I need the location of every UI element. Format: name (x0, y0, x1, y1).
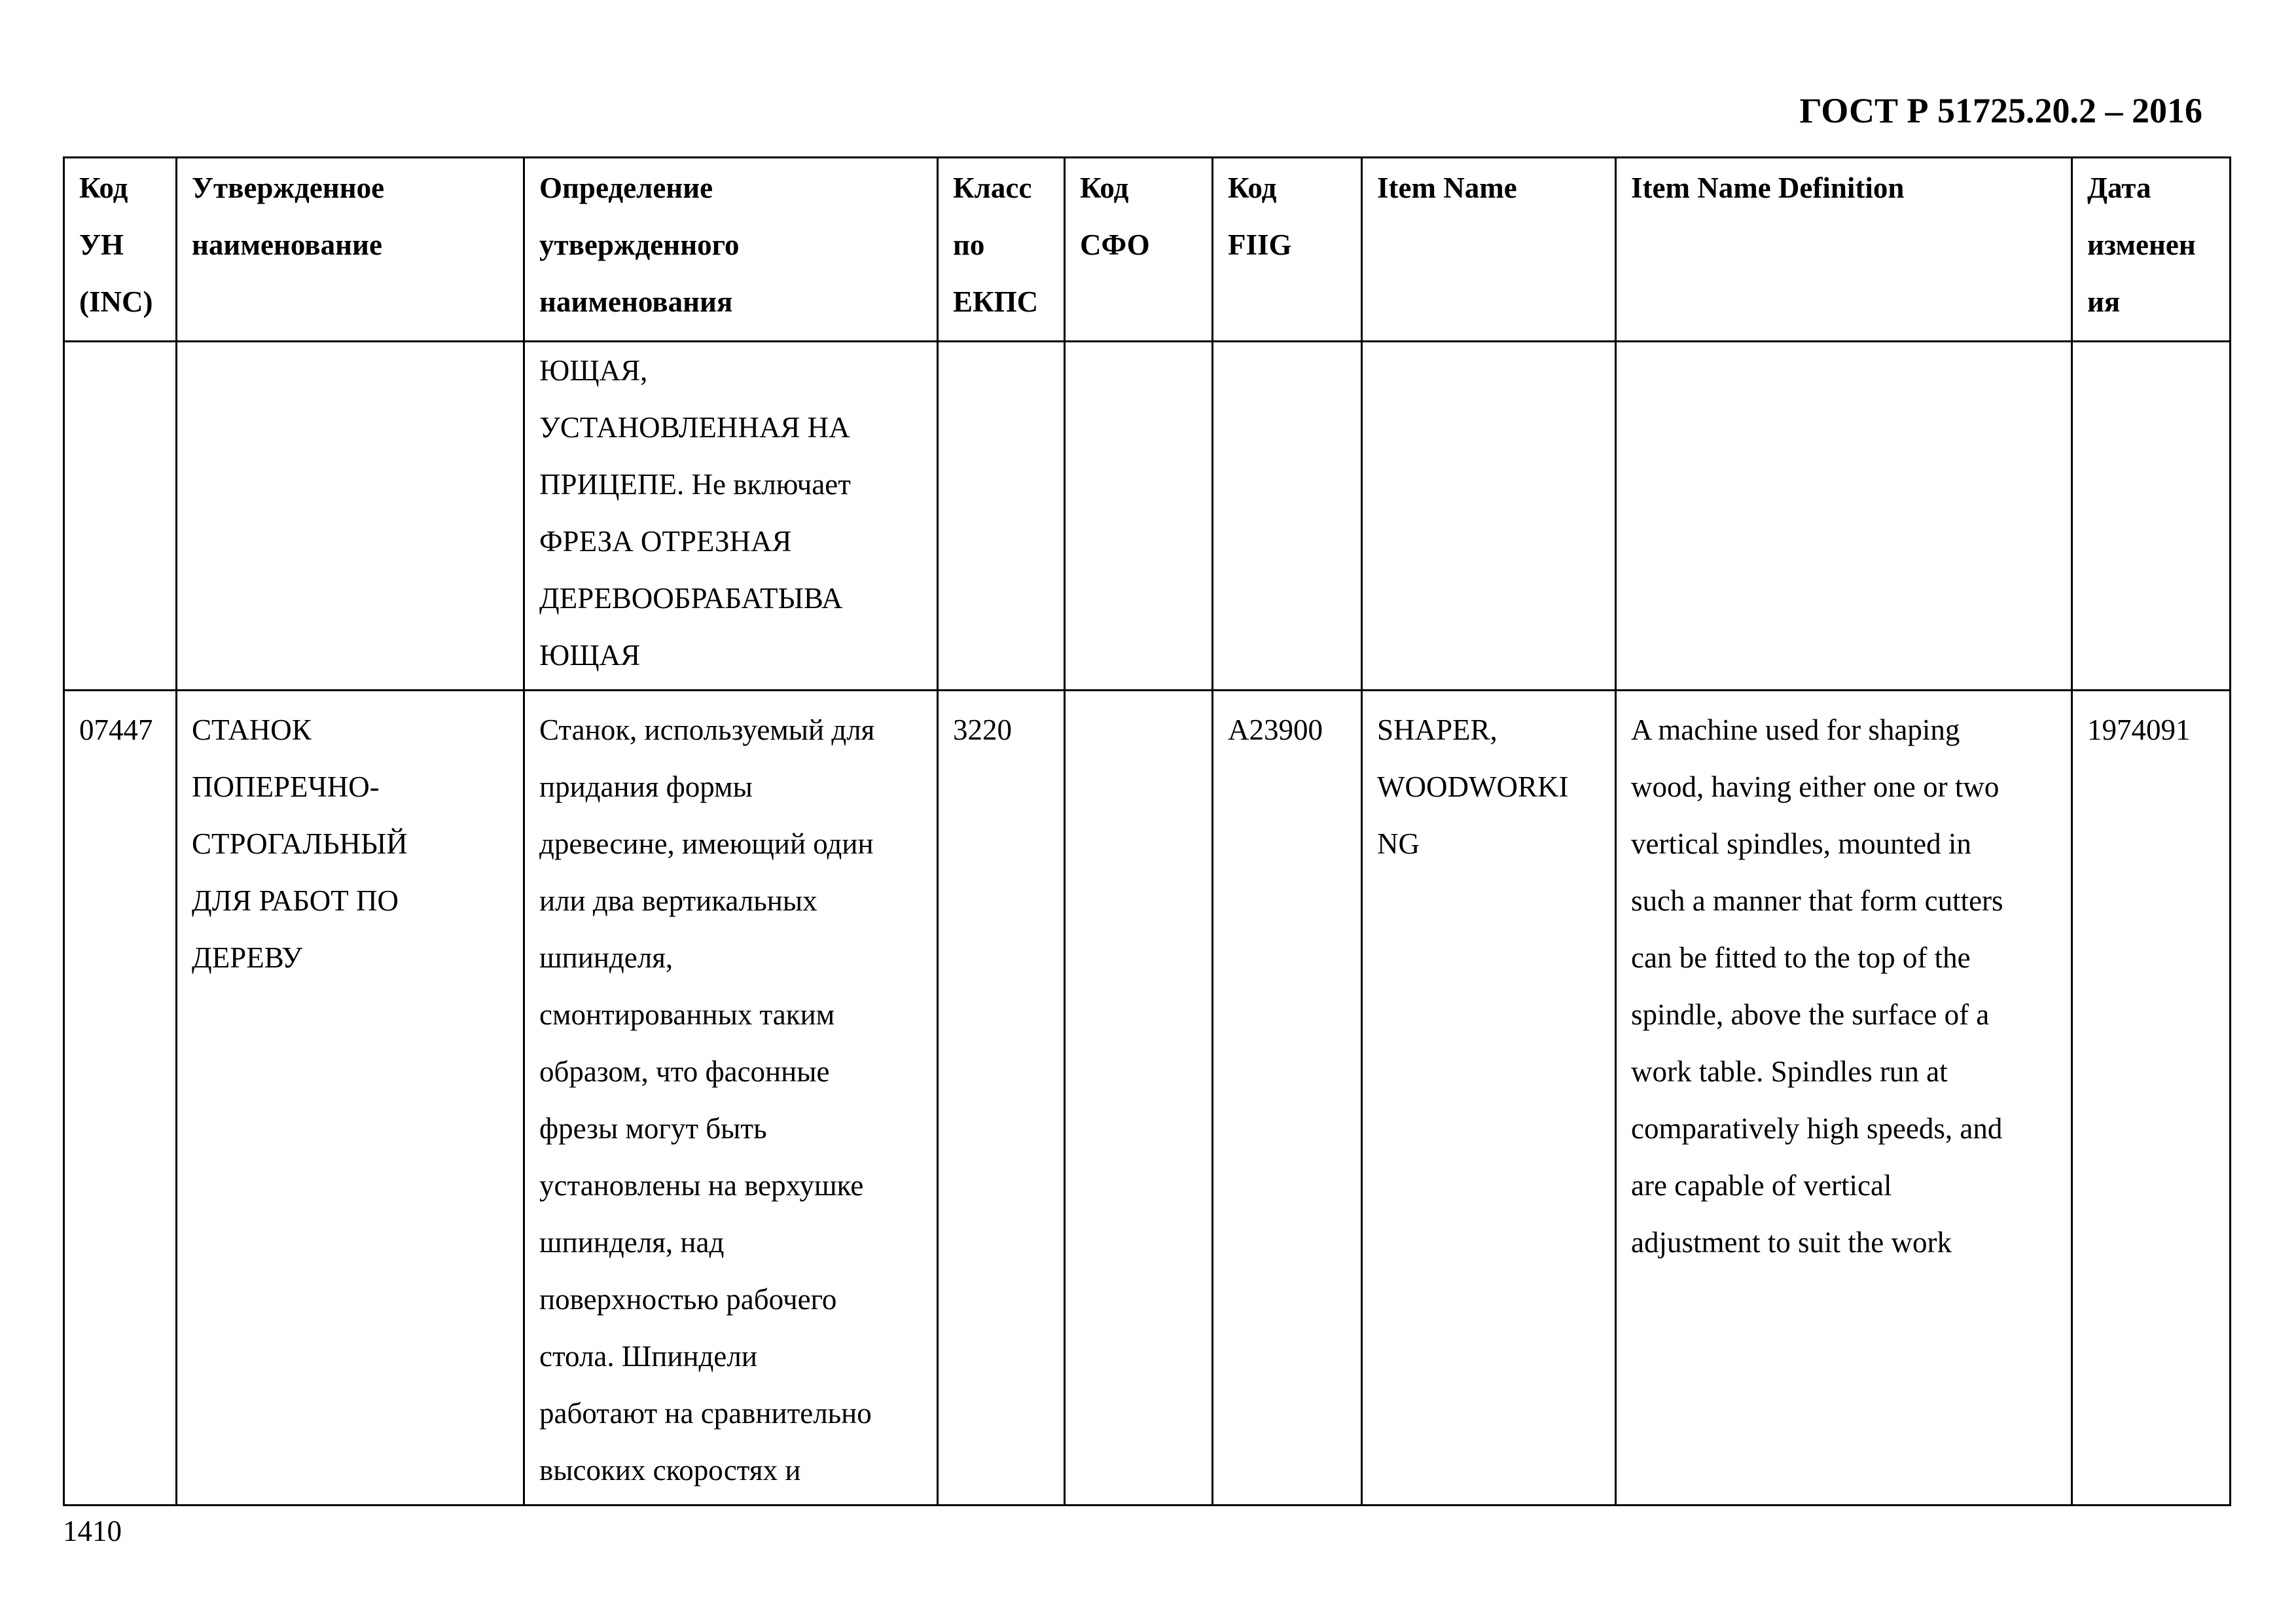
page-number: 1410 (63, 1515, 122, 1547)
header-class: Класс по ЕКПС (938, 158, 1065, 342)
header-change-date: Дата изменен ия (2072, 158, 2231, 342)
cell-inc-code (64, 342, 177, 691)
header-approved-name-definition: Определение утвержденного наименования (524, 158, 938, 342)
cell-sfo-code (1065, 342, 1213, 691)
header-item-name: Item Name (1362, 158, 1616, 342)
cell-item-name: SHAPER, WOODWORKI NG (1362, 691, 1616, 1506)
cell-class (938, 342, 1065, 691)
cell-sfo-code (1065, 691, 1213, 1506)
cell-item-name-definition (1616, 342, 2072, 691)
cell-class: 3220 (938, 691, 1065, 1506)
cell-fiig-code: A23900 (1213, 691, 1362, 1506)
document-standard-header: ГОСТ Р 51725.20.2 – 2016 (1799, 91, 2202, 130)
header-item-name-definition: Item Name Definition (1616, 158, 2072, 342)
header-inc-code: Код УН (INC) (64, 158, 177, 342)
cell-approved-name (177, 342, 524, 691)
cell-approved-name: СТАНОК ПОПЕРЕЧНО- СТРОГАЛЬНЫЙ ДЛЯ РАБОТ ПО ДЕРЕВУ (177, 691, 524, 1506)
header-sfo-code: Код СФО (1065, 158, 1213, 342)
cell-change-date (2072, 342, 2231, 691)
header-approved-name: Утвержденное наименование (177, 158, 524, 342)
table-row-continuation (64, 342, 2231, 691)
cell-definition: Станок, используемый для придания формы древесине, имеющий один или два вертикальных шпинделя, смонтированных таким образом, что фасонные фрезы могут быть установлены на верхушке шпинделя, над поверхностью рабочего стола. Шпиндели работают на сравнительно высоких скоростях и (524, 691, 938, 1506)
table-row (64, 691, 2231, 1506)
table-header-row (64, 158, 2231, 342)
cell-item-name (1362, 342, 1616, 691)
cell-inc-code: 07447 (64, 691, 177, 1506)
cell-item-name-definition: A machine used for shaping wood, having either one or two vertical spindles, mounted in such a manner that form cutters can be fitted to the top of the spindle, above the surface of a work table. Spindles run at comparatively high speeds, and are capable of vertical adjustment to suit the work (1616, 691, 2072, 1506)
cell-change-date: 1974091 (2072, 691, 2231, 1506)
cell-definition: ЮЩАЯ, УСТАНОВЛЕННАЯ НА ПРИЦЕПЕ. Не включает ФРЕЗА ОТРЕЗНАЯ ДЕРЕВООБРАБАТЫВА ЮЩАЯ (524, 342, 938, 691)
cell-fiig-code (1213, 342, 1362, 691)
item-names-table (63, 156, 2231, 1506)
header-fiig-code: Код FIIG (1213, 158, 1362, 342)
